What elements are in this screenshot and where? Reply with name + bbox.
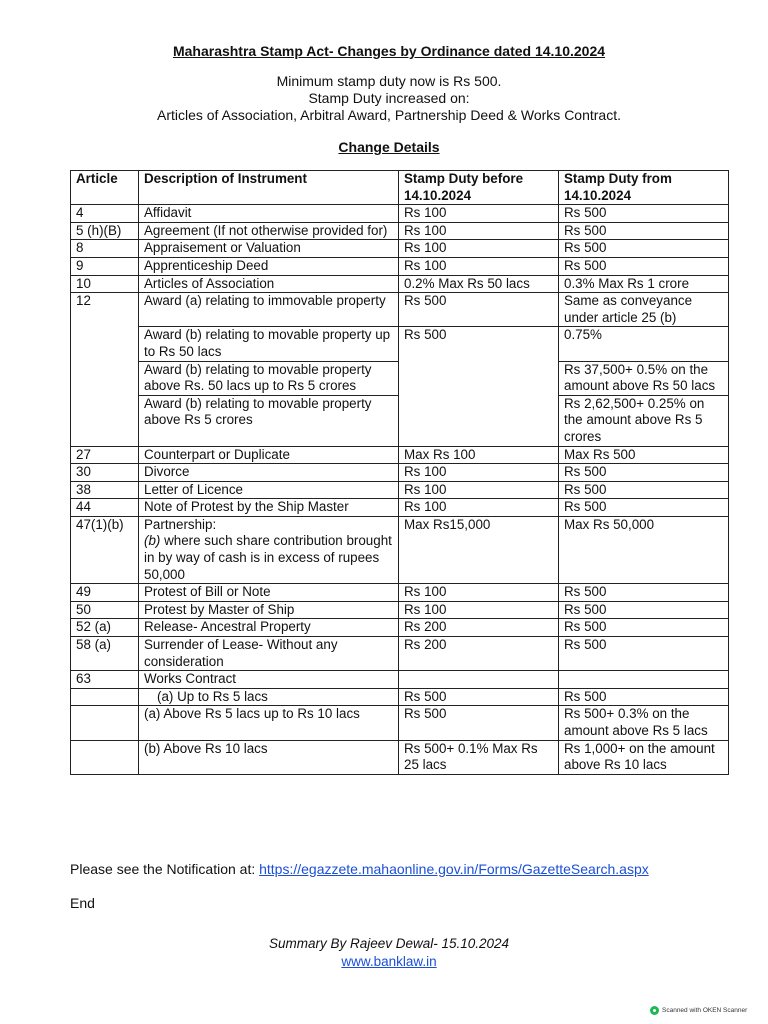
header-duty-before: Stamp Duty before 14.10.2024 [399,171,559,205]
end-marker: End [70,895,95,911]
article-cell: 4 [71,205,139,223]
header-article: Article [71,171,139,205]
article-cell: 12 [71,293,139,446]
notification-text: Please see the Notification at: [70,861,260,877]
duty-from-cell: Rs 500 [559,619,729,637]
document-title: Maharashtra Stamp Act- Changes by Ordinance dated 14.10.2024 [172,43,606,59]
article-cell: 10 [71,275,139,293]
notification-line [70,861,649,877]
duty-from-cell: Rs 500 [559,481,729,499]
table-row [71,464,729,482]
article-cell: 8 [71,240,139,258]
article-cell: 30 [71,464,139,482]
description-cell: (b) Above Rs 10 lacs [139,740,399,774]
duty-before-cell: 0.2% Max Rs 50 lacs [399,275,559,293]
article-cell: 49 [71,584,139,602]
table-row [71,740,729,774]
duty-before-cell: Rs 500 [399,688,559,706]
description-cell: Surrender of Lease- Without any consideration [139,637,399,671]
duty-from-cell: Rs 2,62,500+ 0.25% on the amount above Rs 5 crores [559,395,729,446]
header-description: Description of Instrument [139,171,399,205]
intro-block [0,73,768,124]
description-cell: Protest by Master of Ship [139,601,399,619]
duty-before-cell: Rs 100 [399,481,559,499]
duty-from-cell: Rs 500 [559,637,729,671]
table-row [71,584,729,602]
clause-marker: (b) [144,533,161,549]
description-cell: Award (b) relating to movable property above Rs. 50 lacs up to Rs 5 crores [139,361,399,395]
clause-text: where such share contribution brought in by way of cash is in excess of rupees 50,000 [144,533,392,582]
intro-line-increased: Stamp Duty increased on: [308,90,470,106]
duty-before-cell: Rs 100 [399,601,559,619]
table-row [71,257,729,275]
description-cell: Award (b) relating to movable property up to Rs 50 lacs [139,327,399,361]
description-cell: Letter of Licence [139,481,399,499]
description-cell: Protest of Bill or Note [139,584,399,602]
summary-author: Summary By Rajeev Dewal- 15.10.2024 [268,936,510,951]
table-header-row [71,171,729,205]
duty-before-cell: Rs 100 [399,257,559,275]
duty-before-cell: Max Rs 100 [399,446,559,464]
website-link[interactable]: www.banklaw.in [341,954,437,969]
duty-from-cell: Rs 500+ 0.3% on the amount above Rs 5 lacs [559,706,729,740]
duty-before-cell: Rs 200 [399,619,559,637]
description-cell [139,516,399,583]
article-cell: 27 [71,446,139,464]
duty-before-cell [399,671,559,689]
table-row [71,671,729,689]
table-row [71,706,729,740]
article-cell: 47(1)(b) [71,516,139,583]
intro-line-minimum-duty: Minimum stamp duty now is Rs 500. [276,73,502,89]
table-row [71,446,729,464]
description-cell: Divorce [139,464,399,482]
gazette-link[interactable]: https://egazzete.mahaonline.gov.in/Forms/GazetteSearch.aspx [259,861,649,877]
article-cell [71,706,139,740]
duty-from-cell: Rs 500 [559,499,729,517]
description-cell: (a) Above Rs 5 lacs up to Rs 10 lacs [139,706,399,740]
table-row [71,481,729,499]
duty-from-cell: Max Rs 50,000 [559,516,729,583]
table-row [71,499,729,517]
article-cell: 44 [71,499,139,517]
duty-before-cell: Rs 500 [399,706,559,740]
table-row [71,205,729,223]
article-cell [71,740,139,774]
duty-before-cell: Max Rs15,000 [399,516,559,583]
table-row [71,601,729,619]
duty-from-cell: Rs 500 [559,464,729,482]
description-cell: (a) Up to Rs 5 lacs [139,688,399,706]
table-row [71,240,729,258]
article-cell [71,688,139,706]
table-row [71,327,729,361]
duty-from-cell: Rs 500 [559,222,729,240]
duty-before-cell: Rs 100 [399,464,559,482]
duty-before-cell: Rs 100 [399,240,559,258]
article-cell: 52 (a) [71,619,139,637]
table-row [71,275,729,293]
stamp-duty-table [70,170,729,775]
duty-from-cell: Rs 500 [559,240,729,258]
intro-line-instruments: Articles of Association, Arbitral Award, Partnership Deed & Works Contract. [156,107,622,123]
scanner-watermark [650,1006,747,1015]
partnership-label: Partnership: [144,516,217,532]
table-row [71,619,729,637]
description-cell: Award (b) relating to movable property above Rs 5 crores [139,395,399,446]
table-row [71,688,729,706]
header-duty-from: Stamp Duty from 14.10.2024 [559,171,729,205]
description-cell: Agreement (If not otherwise provided for) [139,222,399,240]
description-cell: Affidavit [139,205,399,223]
duty-before-cell: Rs 500+ 0.1% Max Rs 25 lacs [399,740,559,774]
duty-before-cell: Rs 100 [399,584,559,602]
duty-before-cell: Rs 100 [399,499,559,517]
duty-from-cell: 0.75% [559,327,729,361]
table-row [71,293,729,327]
duty-from-cell: Rs 500 [559,205,729,223]
duty-from-cell: Rs 1,000+ on the amount above Rs 10 lacs [559,740,729,774]
duty-before-cell: Rs 100 [399,222,559,240]
change-details-heading: Change Details [338,139,440,155]
article-cell: 9 [71,257,139,275]
duty-before-cell: Rs 500 [399,293,559,327]
table-row [71,516,729,583]
duty-from-cell: Rs 500 [559,257,729,275]
website-line [0,954,768,969]
duty-from-cell: Rs 500 [559,601,729,619]
duty-from-cell: Same as conveyance under article 25 (b) [559,293,729,327]
duty-before-cell: Rs 500 [399,327,559,446]
duty-before-cell: Rs 100 [399,205,559,223]
article-cell: 50 [71,601,139,619]
duty-from-cell: 0.3% Max Rs 1 crore [559,275,729,293]
duty-from-cell: Max Rs 500 [559,446,729,464]
article-cell: 38 [71,481,139,499]
article-cell: 5 (h)(B) [71,222,139,240]
description-cell: Articles of Association [139,275,399,293]
article-cell: 63 [71,671,139,689]
table-row [71,222,729,240]
duty-from-cell: Rs 500 [559,584,729,602]
description-cell: Release- Ancestral Property [139,619,399,637]
description-cell: Appraisement or Valuation [139,240,399,258]
duty-from-cell [559,671,729,689]
description-cell: Counterpart or Duplicate [139,446,399,464]
duty-from-cell: Rs 500 [559,688,729,706]
description-cell: Apprenticeship Deed [139,257,399,275]
description-cell: Note of Protest by the Ship Master [139,499,399,517]
description-cell: Works Contract [139,671,399,689]
article-cell: 58 (a) [71,637,139,671]
scanner-logo-icon [650,1006,659,1015]
duty-from-cell: Rs 37,500+ 0.5% on the amount above Rs 50 lacs [559,361,729,395]
scanner-text: Scanned with OKEN Scanner [662,1007,748,1014]
partnership-clause [144,533,393,583]
table-row [71,637,729,671]
duty-before-cell: Rs 200 [399,637,559,671]
description-cell: Award (a) relating to immovable property [139,293,399,327]
